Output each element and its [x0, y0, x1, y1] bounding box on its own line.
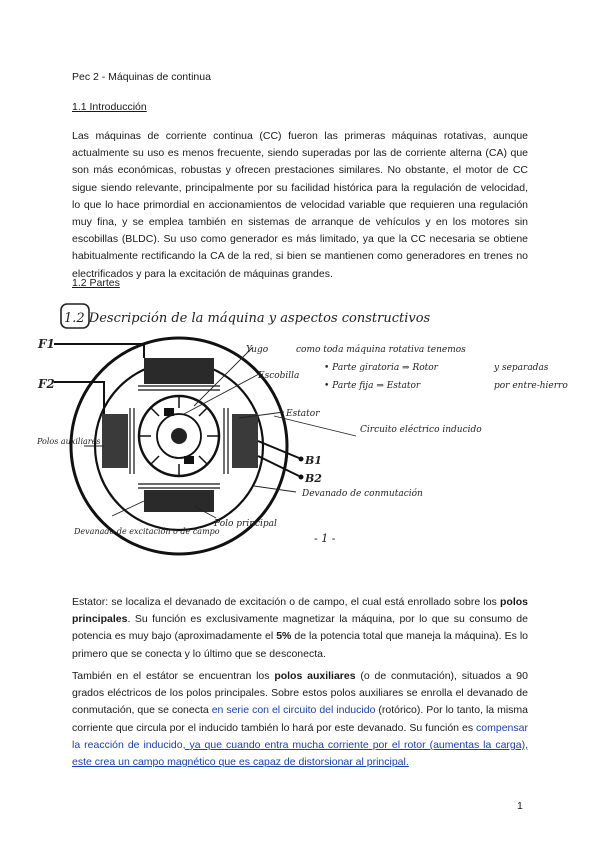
- paragraph-estator: [72, 594, 528, 663]
- heading-introduccion: 1.1 Introducción: [72, 101, 147, 113]
- label-f1: F1: [38, 337, 55, 351]
- label-parte-fija: • Parte fija ⇒ Estator: [324, 381, 421, 391]
- aux-highlight-serie: en serie con el circuito del inducido: [211, 704, 376, 717]
- aux-bold-polos-auxiliares: polos auxiliares: [274, 670, 356, 682]
- aux-highlight-reaccion: compensar la reacción de inducido: [72, 721, 528, 751]
- b2-wire: [258, 456, 299, 476]
- aux-highlight-distorsion: , ya que cuando entra mucha corriente por el rotor (aumentas la carga), este crea un campo magnético que es capaz de distorsionar al principal.: [72, 738, 528, 769]
- label-parte-giratoria: • Parte giratoria ⇒ Rotor: [324, 363, 438, 373]
- label-entrehierro: por entre-hierro: [494, 381, 568, 391]
- figure-title: 1.2 Descripción de la máquina y aspectos constructivos: [64, 311, 431, 326]
- aux-pole-left: [102, 414, 128, 468]
- figure-page-mark: - 1 -: [314, 532, 336, 545]
- main-pole-top: [144, 358, 214, 384]
- page-number: 1: [517, 800, 523, 812]
- aux-text-3: (rotórico). Por lo tanto, la misma corriente que circula por el inducido también lo hará por este devanado. Su función es: [72, 704, 528, 734]
- machine-diagram: [34, 296, 568, 558]
- aux-text-1: También en el estátor se encuentran los: [72, 670, 275, 682]
- aux-text-2: (o de conmutación), situados a 90 grados eléctricos de los polos principales. Sobre estos polos auxiliares se enrolla el devanado de conmutación, que se conecta: [72, 670, 528, 717]
- label-polos-auxiliares: Polos auxiliares: [37, 437, 101, 446]
- label-polo-principal: Polo principal: [214, 519, 277, 529]
- estator-bold-polos-principales: polos principales: [72, 596, 528, 626]
- brush-bottom: [184, 456, 194, 464]
- paragraph-polos-auxiliares: [72, 668, 528, 771]
- label-b1: B1: [305, 454, 322, 467]
- b1-terminal: [299, 457, 304, 462]
- label-devanado-excitacion: Devanado de excitación o de campo: [74, 527, 220, 536]
- label-devanado-conmutacion: Devanado de conmutación: [302, 489, 423, 499]
- label-separadas: y separadas: [494, 363, 549, 373]
- label-b2: B2: [305, 472, 322, 485]
- estator-text-3: de la potencia total que maneja la máquina). Es lo primero que se conecta y lo último que se desconecta.: [72, 630, 528, 660]
- document-title: Pec 2 - Máquinas de continua: [72, 71, 211, 83]
- b2-terminal: [299, 475, 304, 480]
- heading-partes: 1.2 Partes: [72, 277, 120, 289]
- b1-wire: [258, 441, 299, 458]
- estator-bold-percentage: 5%: [276, 630, 292, 643]
- brush-top: [164, 408, 174, 416]
- estator-text-1: Estator: se localiza el devanado de excitación o de campo, el cual está enrollado sobre los: [72, 596, 500, 608]
- main-pole-bottom: [144, 490, 214, 512]
- shaft: [171, 428, 187, 444]
- paragraph-introduccion: Las máquinas de corriente continua (CC) fueron las primeras máquinas rotativas, aunque actualmente su uso es menos frecuente, siendo superadas por las de corriente alterna (CA) que son más económicas, robustas y ofrecen prestaciones similares. No obstante, el motor de CC sigue siendo relevante, principalmente por su facilidad histórica para la regulación de velocidad, lo que lo hace primordial en accionamientos de velocidad variable que requieren una regulación muy fina, y se emplea también en sistemas de arranque de vehículos y en los motores sin escobillas (BLDC). Su uso como generador es más limitado, ya que la CC necesaria se obtiene habitualmente rectificando la CA de la red, si bien se mantienen como generadores en trenes no electrificados y para la excitación de máquinas grandes.: [72, 130, 528, 280]
- label-escobilla: Escobilla: [258, 371, 300, 381]
- label-f2: F2: [38, 377, 55, 391]
- label-yugo: Yugo: [246, 345, 269, 355]
- label-yugo-note: como toda máquina rotativa tenemos: [296, 345, 466, 355]
- aux-pole-right: [232, 414, 258, 468]
- label-circuito: Circuito eléctrico inducido: [360, 425, 482, 435]
- estator-text-2: . Su función es exclusivamente magnetizar la máquina, por lo que su consumo de potencia es muy bajo (aproximadamente el: [72, 613, 528, 643]
- label-estator: Estator: [286, 409, 320, 419]
